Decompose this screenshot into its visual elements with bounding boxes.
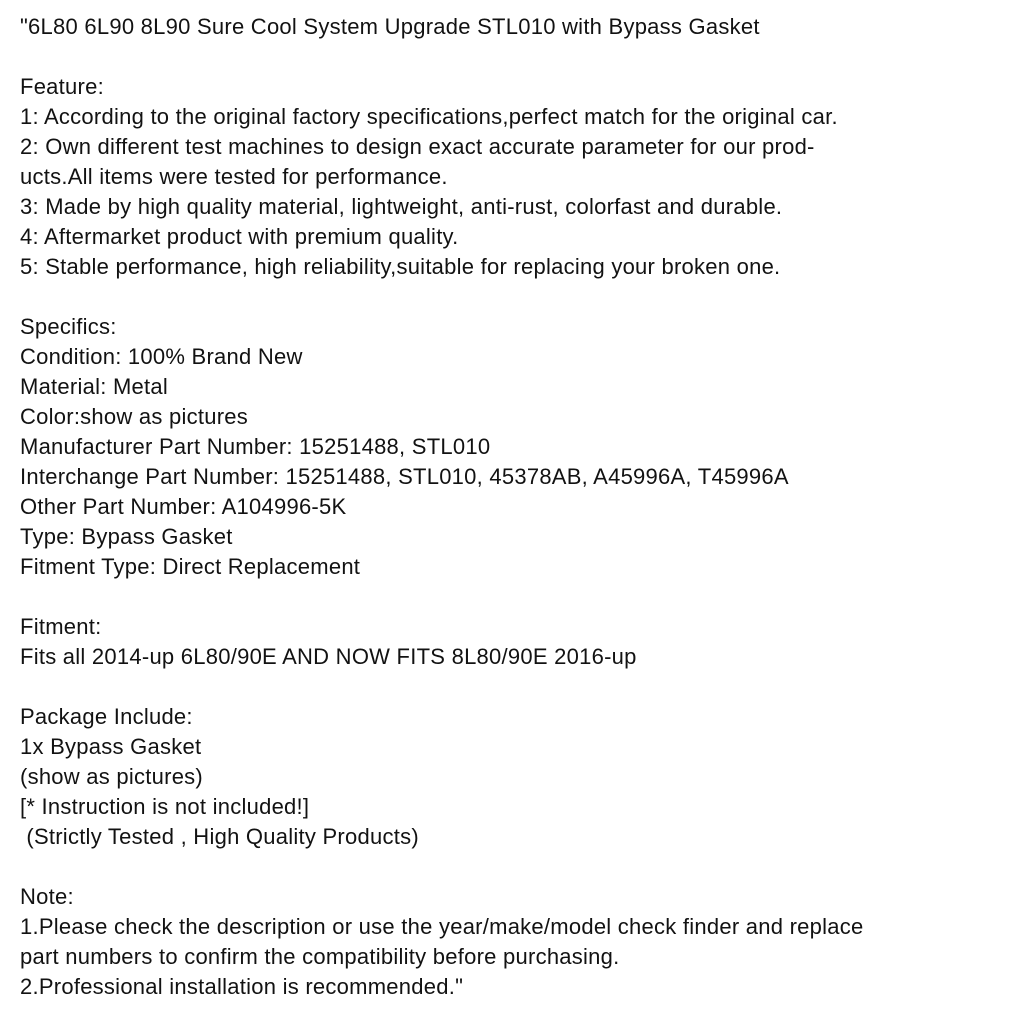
section-heading: Package Include: (20, 704, 193, 729)
document-line: 1.Please check the description or use the year/make/model check finder and replace (20, 914, 864, 939)
document-line: Manufacturer Part Number: 15251488, STL010 (20, 434, 491, 459)
document-line: Material: Metal (20, 374, 169, 399)
document-line: Fits all 2014-up 6L80/90E AND NOW FITS 8L80/90E 2016-up (20, 644, 637, 669)
document-line: ucts.All items were tested for performance. (20, 164, 448, 189)
document-line: (Strictly Tested , High Quality Products) (20, 824, 419, 849)
document-line: (show as pictures) (20, 764, 204, 789)
document-line: Type: Bypass Gasket (20, 524, 233, 549)
document-line: Condition: 100% Brand New (20, 344, 303, 369)
document-section (20, 312, 1004, 582)
document-line: 1: According to the original factory specifications,perfect match for the original car. (20, 104, 838, 129)
document-line: 2.Professional installation is recommended." (20, 974, 464, 999)
document-line: 1x Bypass Gasket (20, 734, 202, 759)
document-line: Other Part Number: A104996-5K (20, 494, 347, 519)
document-line: 2: Own different test machines to design exact accurate parameter for our prod- (20, 134, 815, 159)
document-line: 5: Stable performance, high reliability,suitable for replacing your broken one. (20, 254, 781, 279)
section-heading: Specifics: (20, 314, 117, 339)
page-title: "6L80 6L90 8L90 Sure Cool System Upgrade STL010 with Bypass Gasket (20, 14, 760, 39)
document-line: Color:show as pictures (20, 404, 249, 429)
document-section (20, 72, 1004, 282)
document-line: 3: Made by high quality material, lightweight, anti-rust, colorfast and durable. (20, 194, 783, 219)
document-sections (20, 72, 1004, 1002)
document-section (20, 612, 1004, 672)
document-line: Interchange Part Number: 15251488, STL010, 45378AB, A45996A, T45996A (20, 464, 789, 489)
document-line: Fitment Type: Direct Replacement (20, 554, 361, 579)
document-line: 4: Aftermarket product with premium quality. (20, 224, 459, 249)
section-heading: Note: (20, 884, 74, 909)
document-section (20, 882, 1004, 1002)
section-heading: Fitment: (20, 614, 102, 639)
section-heading: Feature: (20, 74, 104, 99)
document-section (20, 702, 1004, 852)
document-line: [* Instruction is not included!] (20, 794, 310, 819)
document-line: part numbers to confirm the compatibility before purchasing. (20, 944, 620, 969)
